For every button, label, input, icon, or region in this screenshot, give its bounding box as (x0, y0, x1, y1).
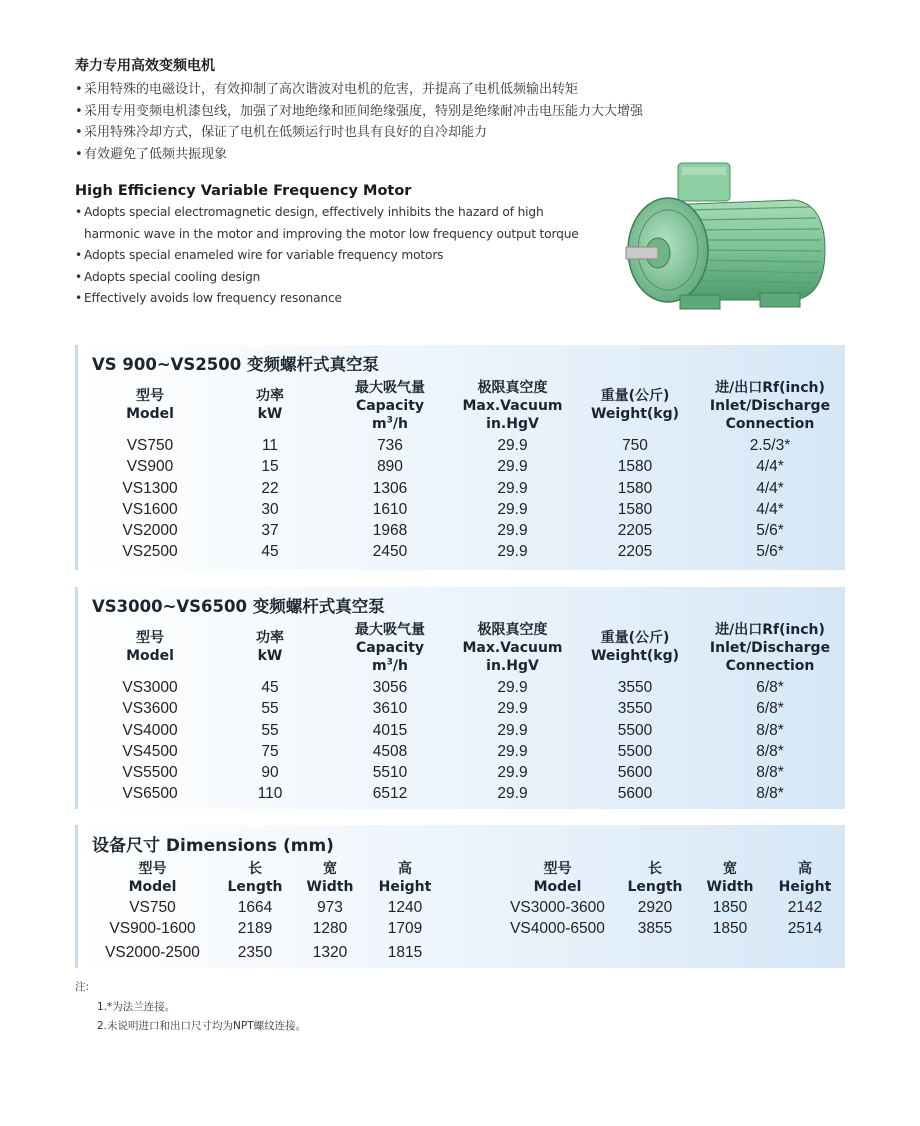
table-cell: 29.9 (497, 500, 528, 518)
table-cell: 22 (261, 479, 279, 497)
intro-en-bullet: • Adopts special electromagnetic design, effectively inhibits the hazard of high (75, 202, 635, 224)
table-cell: 55 (261, 700, 279, 718)
dim-header-width-en: Width (706, 879, 754, 895)
table-cell: VS2500 (122, 543, 178, 561)
header-capacity-cn: 最大吸气量 (355, 622, 425, 638)
table-cell: VS2000-2500 (105, 943, 200, 961)
header-inlet-en2: Connection (725, 658, 815, 674)
table2-power (230, 677, 310, 805)
dim-header-height-cn: 高 (398, 861, 412, 877)
note-item: 1.*为法兰连接。 (97, 1000, 176, 1013)
table-cell: 5600 (617, 764, 653, 782)
table-cell: 1815 (387, 943, 423, 961)
table-cell: 5/6* (756, 522, 784, 540)
intro-en-bullet: • Effectively avoids low frequency resonance (75, 288, 635, 310)
header-capacity-unit: $m^3/h$ (372, 415, 408, 432)
table1-models (100, 435, 200, 563)
table-cell: VS6500 (122, 785, 178, 803)
table-cell: 29.9 (497, 522, 528, 540)
header-vacuum-unit: in.HgV (486, 416, 539, 432)
dim-header-width-cn: 宽 (723, 861, 737, 877)
table-cell: 45 (261, 543, 279, 561)
header-capacity-en: Capacity (355, 640, 425, 656)
motor-image (620, 155, 835, 320)
dim-header-model-en: Model (128, 879, 177, 895)
header-model-cn: 型号 (136, 388, 164, 404)
table-cell: 3610 (372, 700, 408, 718)
header-vacuum-unit: in.HgV (486, 658, 539, 674)
header-power-en: kW (257, 406, 283, 422)
table-cell: 3550 (617, 700, 653, 718)
intro-cn-bullet: • 采用专用变频电机漆包线，加强了对地绝缘和匝间绝缘强度，特别是绝缘耐冲击电压能力大大增强 (75, 101, 635, 123)
header-vacuum-en: Max.Vacuum (462, 398, 563, 414)
table-cell: 2920 (637, 899, 673, 916)
table-cell: 75 (261, 742, 279, 760)
intro-english (75, 183, 635, 310)
header-model-cn: 型号 (136, 630, 164, 646)
table-cell: 45 (261, 679, 279, 696)
table-cell: 1240 (387, 899, 423, 916)
dim-header-model-cn: 型号 (543, 861, 572, 877)
table1-inlet (700, 435, 840, 563)
dim-header-length-en: Length (227, 879, 283, 895)
table2-capacity (340, 677, 440, 805)
table-cell: VS3600 (122, 700, 178, 718)
table-cell: 2205 (617, 543, 653, 561)
header-weight-cn: 重量(公斤) (600, 630, 670, 646)
table1-vacuum (455, 435, 570, 563)
notes (75, 978, 306, 1037)
dim-left-width (295, 897, 365, 963)
intro-chinese (75, 55, 644, 165)
table-cell: 1580 (617, 458, 653, 476)
table-cell: 29.9 (497, 742, 528, 760)
table-cell: 8/8* (756, 721, 784, 739)
table-cell: VS900-1600 (109, 920, 196, 938)
header-weight-en: Weight(kg) (590, 648, 680, 664)
header-capacity-cn: 最大吸气量 (355, 380, 425, 396)
dim-header-width-cn: 宽 (323, 861, 337, 877)
header-model-en: Model (126, 406, 174, 422)
table-cell: 8/8* (756, 764, 784, 782)
table-cell: 973 (317, 899, 343, 916)
table-cell: VS4000 (122, 721, 178, 739)
table-cell: 1306 (372, 479, 408, 497)
table-cell: 750 (622, 437, 648, 454)
table-cell: 4/4* (756, 479, 784, 497)
header-power-en: kW (257, 648, 283, 664)
table-cell: 6512 (372, 785, 408, 803)
table-cell: 55 (261, 721, 279, 739)
intro-cn-bullet: • 采用特殊的电磁设计，有效抑制了高次谐波对电机的危害，并提高了电机低频输出转矩 (75, 79, 635, 101)
table-cell: VS1300 (122, 479, 178, 497)
header-inlet-en: Inlet/Discharge (709, 640, 831, 656)
table-cell: 110 (257, 785, 283, 803)
header-vacuum-cn: 极限真空度 (477, 622, 548, 638)
table-cell: 736 (377, 437, 403, 454)
header-inlet-en: Inlet/Discharge (709, 398, 831, 414)
dim-right-models (495, 897, 620, 940)
dimensions-table (75, 825, 845, 968)
table-cell: 1664 (237, 899, 273, 916)
table-cell: VS3000 (122, 679, 178, 696)
table-cell: 6/8* (756, 700, 784, 718)
table-cell: VS3000-3600 (510, 899, 605, 916)
dim-header-width-en: Width (306, 879, 354, 895)
intro-en-bullet: • Adopts special cooling design (75, 267, 635, 289)
table-cell: 1280 (312, 920, 348, 938)
dim-header-length-en: Length (627, 879, 683, 895)
table1-title: VS 900~VS2500 变频螺杆式真空泵 (92, 355, 379, 374)
dimensions-title: 设备尺寸 Dimensions (mm) (92, 836, 334, 856)
table-cell: 1709 (387, 920, 423, 938)
intro-cn-title: 寿力专用高效变频电机 (75, 58, 215, 74)
table-cell: 29.9 (497, 700, 528, 718)
table-cell: 5500 (617, 742, 653, 760)
table-cell: 1850 (712, 920, 748, 938)
table-cell: 2205 (617, 522, 653, 540)
table-cell: 37 (261, 522, 279, 540)
header-inlet-en2: Connection (725, 416, 815, 432)
dim-left-models (95, 897, 210, 963)
table-cell: 1580 (617, 479, 653, 497)
table2-models (100, 677, 200, 805)
table-cell: VS750 (126, 437, 174, 454)
dim-header-length-cn: 长 (648, 861, 662, 877)
table-cell: 29.9 (497, 543, 528, 561)
table-cell: 5/6* (756, 543, 784, 561)
table-cell: 3550 (617, 679, 653, 696)
header-model-en: Model (126, 648, 174, 664)
table-cell: 6/8* (756, 679, 784, 696)
table2-inlet (700, 677, 840, 805)
table-cell: 5500 (617, 721, 653, 739)
table-cell: 2189 (237, 920, 273, 938)
table-cell: 2142 (787, 899, 823, 916)
dim-left-height (370, 897, 440, 963)
table1-capacity (340, 435, 440, 563)
table-cell: 1968 (372, 522, 408, 540)
dim-right-width (695, 897, 765, 940)
table-cell: 1610 (372, 500, 408, 518)
table-cell: 30 (261, 500, 279, 518)
table-cell: 5510 (372, 764, 408, 782)
intro-en-bullet-continued: harmonic wave in the motor and improving the motor low frequency output torque (84, 226, 579, 241)
table-cell: 4015 (372, 721, 408, 739)
dim-header-height-en: Height (378, 879, 432, 895)
table-cell: VS900 (126, 458, 174, 476)
table2-title: VS3000~VS6500 变频螺杆式真空泵 (92, 597, 385, 616)
table-cell: 11 (261, 437, 279, 454)
header-capacity-en: Capacity (355, 398, 425, 414)
table-cell: 1320 (312, 943, 348, 961)
table-cell: 8/8* (756, 785, 784, 803)
dim-header-length-cn: 长 (248, 861, 262, 877)
dim-left-length (220, 897, 290, 963)
table-cell: 4/4* (756, 500, 784, 518)
table-cell: 8/8* (756, 742, 784, 760)
table-cell: 2450 (372, 543, 408, 561)
table-cell: 29.9 (497, 785, 528, 803)
dim-right-length (620, 897, 690, 940)
table-cell: VS2000 (122, 522, 178, 540)
table-cell: 29.9 (497, 437, 528, 454)
table1-power (230, 435, 310, 563)
header-weight-en: Weight(kg) (590, 406, 680, 422)
table-cell: 4/4* (756, 458, 784, 476)
table2-weight (585, 677, 685, 805)
table-cell: VS1600 (122, 500, 178, 518)
dim-header-model-en: Model (533, 879, 582, 895)
header-capacity-unit: $m^3/h$ (372, 657, 408, 674)
table2-vacuum (455, 677, 570, 805)
table-cell: 4508 (372, 742, 408, 760)
header-weight-cn: 重量(公斤) (600, 388, 670, 404)
table-cell: VS750 (129, 899, 176, 916)
table-cell: 90 (261, 764, 279, 782)
table-cell: VS4500 (122, 742, 178, 760)
notes-label: 注: (75, 981, 90, 993)
header-power-cn: 功率 (256, 388, 284, 404)
table-cell: 3855 (637, 920, 673, 938)
header-inlet-cn: 进/出口Rf(inch) (715, 380, 825, 396)
table-cell: VS5500 (122, 764, 178, 782)
header-power-cn: 功率 (256, 630, 284, 646)
intro-en-title: High Efficiency Variable Frequency Motor (75, 183, 412, 199)
table-cell: 2.5/3* (749, 437, 791, 454)
table-cell: 29.9 (497, 721, 528, 739)
table-cell: 3056 (372, 679, 408, 696)
table-cell: 890 (377, 458, 403, 476)
dim-right-height (770, 897, 840, 940)
table-cell: 2350 (237, 943, 273, 961)
table-cell: 15 (261, 458, 279, 476)
dim-header-height-en: Height (778, 879, 832, 895)
intro-cn-bullet: • 有效避免了低频共振现象 (75, 144, 635, 166)
dim-header-height-cn: 高 (798, 861, 812, 877)
table-cell: 29.9 (497, 764, 528, 782)
intro-cn-bullet: • 采用特殊冷却方式，保证了电机在低频运行时也具有良好的自冷却能力 (75, 122, 635, 144)
dim-header-model-cn: 型号 (138, 861, 167, 877)
header-vacuum-cn: 极限真空度 (477, 380, 548, 396)
table-cell: VS4000-6500 (510, 920, 605, 938)
table-cell: 5600 (617, 785, 653, 803)
table-cell: 2514 (787, 920, 823, 938)
table-cell: 29.9 (497, 679, 528, 696)
table-cell: 29.9 (497, 458, 528, 476)
header-inlet-cn: 进/出口Rf(inch) (715, 622, 825, 638)
intro-en-bullet: • Adopts special enameled wire for variable frequency motors (75, 245, 635, 267)
vacuum-pump-table-1 (75, 345, 845, 570)
header-vacuum-en: Max.Vacuum (462, 640, 563, 656)
table-cell: 1580 (617, 500, 653, 518)
note-item: 2.未说明进口和出口尺寸均为NPT螺纹连接。 (97, 1020, 307, 1032)
table-cell: 29.9 (497, 479, 528, 497)
vacuum-pump-table-2 (75, 587, 845, 809)
table-cell: 1850 (712, 899, 748, 916)
table1-weight (585, 435, 685, 563)
